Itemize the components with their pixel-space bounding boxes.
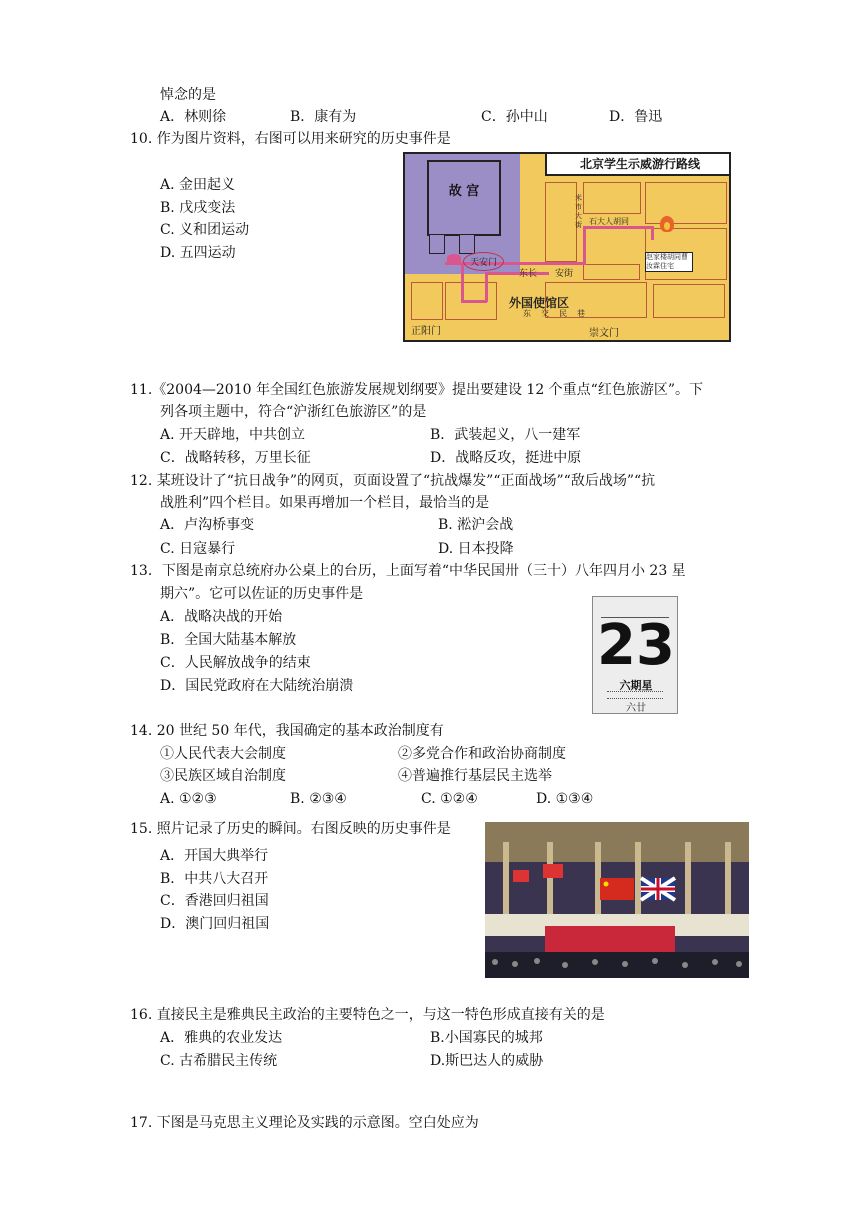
flag-star-icon	[604, 882, 609, 887]
q17-stem: 17. 下图是马克思主义理论及实践的示意图。空白处应为	[130, 1115, 479, 1131]
q16-option-b[interactable]: B.小国寡民的城邦	[430, 1030, 543, 1046]
flag-flag-icon	[543, 864, 563, 878]
ceiling-lights	[485, 822, 749, 862]
fire-core-icon	[664, 222, 670, 230]
mishi-label: 米市大街	[575, 194, 582, 229]
beijing-protest-map	[403, 152, 731, 342]
q13-option-a[interactable]: A．战略决战的开始	[160, 609, 283, 625]
q15-option-a[interactable]: A．开国大典举行	[160, 848, 269, 864]
q9-option-b[interactable]: B．康有为	[290, 109, 357, 125]
tiananmen-marker	[447, 254, 461, 262]
q14-item-4: ④普遍推行基层民主选举	[398, 768, 552, 784]
zhengyangmen-label: 正阳门	[411, 326, 441, 337]
red-stage	[545, 926, 675, 952]
gate-left	[429, 234, 445, 254]
q9-option-d[interactable]: D．鲁迅	[609, 109, 663, 125]
q11-stem-line1: 11.《2004—2010 年全国红色旅游发展规划纲要》提出要建设 12 个重点“红色旅游区”。下	[130, 382, 704, 398]
q11-option-d[interactable]: D．战略反攻，挺进中原	[430, 450, 582, 466]
map-palace-label	[427, 160, 501, 236]
block	[583, 264, 640, 280]
q14-item-1: ①人民代表大会制度	[160, 746, 286, 762]
block	[545, 182, 577, 262]
block	[411, 282, 443, 320]
block	[645, 182, 727, 224]
gate-right	[459, 234, 475, 254]
crowd	[485, 952, 749, 978]
q11-option-c[interactable]: C．战略转移，万里长征	[160, 450, 311, 466]
q14-stem: 14. 20 世纪 50 年代，我国确定的基本政治制度有	[130, 723, 444, 739]
q14-item-3: ③民族区域自治制度	[160, 768, 286, 784]
route-segment	[461, 262, 464, 302]
q11-option-a[interactable]: A. 开天辟地，中共创立	[160, 427, 306, 443]
q12-stem-line1: 12. 某班设计了“抗日战争”的网页，页面设置了“抗战爆发”“正面战场”“敌后战场”“抗	[130, 473, 656, 489]
tiananmen-label: 天安门	[463, 252, 504, 271]
block	[583, 182, 641, 214]
q15-option-d[interactable]: D．澳门回归祖国	[160, 916, 270, 932]
q16-option-d[interactable]: D.斯巴达人的威胁	[430, 1053, 544, 1069]
q13-stem-line2: 期六”。它可以佐证的历史事件是	[160, 586, 364, 602]
q15-option-c[interactable]: C．香港回归祖国	[160, 893, 269, 909]
q10-option-d[interactable]: D. 五四运动	[160, 245, 236, 261]
q9-option-c[interactable]: C．孙中山	[481, 109, 548, 125]
q14-option-b[interactable]: B. ②③④	[290, 791, 347, 807]
q14-item-2: ②多党合作和政治协商制度	[398, 746, 566, 762]
chongwenmen-label: 崇文门	[589, 328, 619, 339]
map-title: 北京学生示威游行路线	[545, 154, 731, 176]
anjie-label: 安街	[555, 269, 574, 279]
route-segment	[583, 226, 586, 265]
q13-option-d[interactable]: D．国民党政府在大陆统治崩溃	[160, 678, 354, 694]
handover-ceremony-photo	[485, 822, 749, 978]
calendar-small-print	[607, 691, 663, 699]
q9-option-a[interactable]: A．林则徐	[160, 109, 227, 125]
dongchang-label: 东长	[519, 269, 538, 279]
q14-option-c[interactable]: C. ①②④	[421, 791, 478, 807]
q10-option-c[interactable]: C. 义和团运动	[160, 222, 250, 238]
q12-option-b[interactable]: B. 淞沪会战	[438, 517, 514, 533]
route-segment	[485, 272, 549, 275]
route-segment	[461, 300, 487, 303]
palace-text: 故 宫	[448, 184, 480, 199]
q14-option-a[interactable]: A. ①②③	[160, 791, 217, 807]
q10-option-a[interactable]: A. 金田起义	[160, 177, 236, 193]
q14-option-d[interactable]: D. ①③④	[536, 791, 594, 807]
q11-stem-line2: 列各项主题中，符合“沪浙红色旅游区”的是	[160, 404, 427, 420]
q16-option-a[interactable]: A．雅典的农业发达	[160, 1030, 283, 1046]
q16-stem: 16. 直接民主是雅典民主政治的主要特色之一，与这一特色形成直接有关的是	[130, 1007, 605, 1023]
calendar-weekday: 六期星	[619, 679, 653, 692]
desk-calendar-photo	[592, 596, 678, 714]
q9-stem-cont: 悼念的是	[160, 87, 216, 103]
q13-option-b[interactable]: B．全国大陆基本解放	[160, 632, 297, 648]
q16-option-c[interactable]: C. 古希腊民主传统	[160, 1053, 278, 1069]
block	[653, 284, 725, 318]
route-segment	[485, 272, 488, 302]
q12-stem-line2: 战胜利”四个栏目。如果再增加一个栏目，最恰当的是	[160, 495, 490, 511]
q13-stem-line1: 13．下图是南京总统府办公桌上的台历，上面写着“中华民国卅（三十）八年四月小 23 星	[130, 563, 686, 579]
dongjiao-label: 东交民巷	[523, 309, 595, 318]
q12-option-d[interactable]: D. 日本投降	[438, 541, 514, 557]
q12-option-a[interactable]: A．卢沟桥事变	[160, 517, 255, 533]
q15-stem: 15. 照片记录了历史的瞬间。右图反映的历史事件是	[130, 821, 451, 837]
q11-option-b[interactable]: B．武装起义，八一建军	[430, 427, 581, 443]
route-segment	[651, 226, 654, 240]
shidaren-label: 石大人胡同	[589, 217, 629, 226]
calendar-bottom: 六廿	[626, 703, 646, 714]
q10-option-b[interactable]: B. 戊戌变法	[160, 200, 236, 216]
q13-option-c[interactable]: C．人民解放战争的结束	[160, 655, 311, 671]
q10-stem: 10. 作为图片资料，右图可以用来研究的历史事件是	[130, 131, 451, 147]
q15-option-b[interactable]: B．中共八大召开	[160, 871, 269, 887]
q12-option-c[interactable]: C. 日寇暴行	[160, 541, 236, 557]
zhaojialou-label: 赵家楼胡同曹汝霖住宅	[645, 252, 693, 272]
calendar-day: 23	[597, 613, 675, 678]
embassy-label: 外国使馆区	[509, 296, 570, 310]
flag-china-icon	[600, 878, 634, 900]
flag-hk-icon	[513, 870, 529, 882]
ceremony-scene	[485, 822, 749, 978]
